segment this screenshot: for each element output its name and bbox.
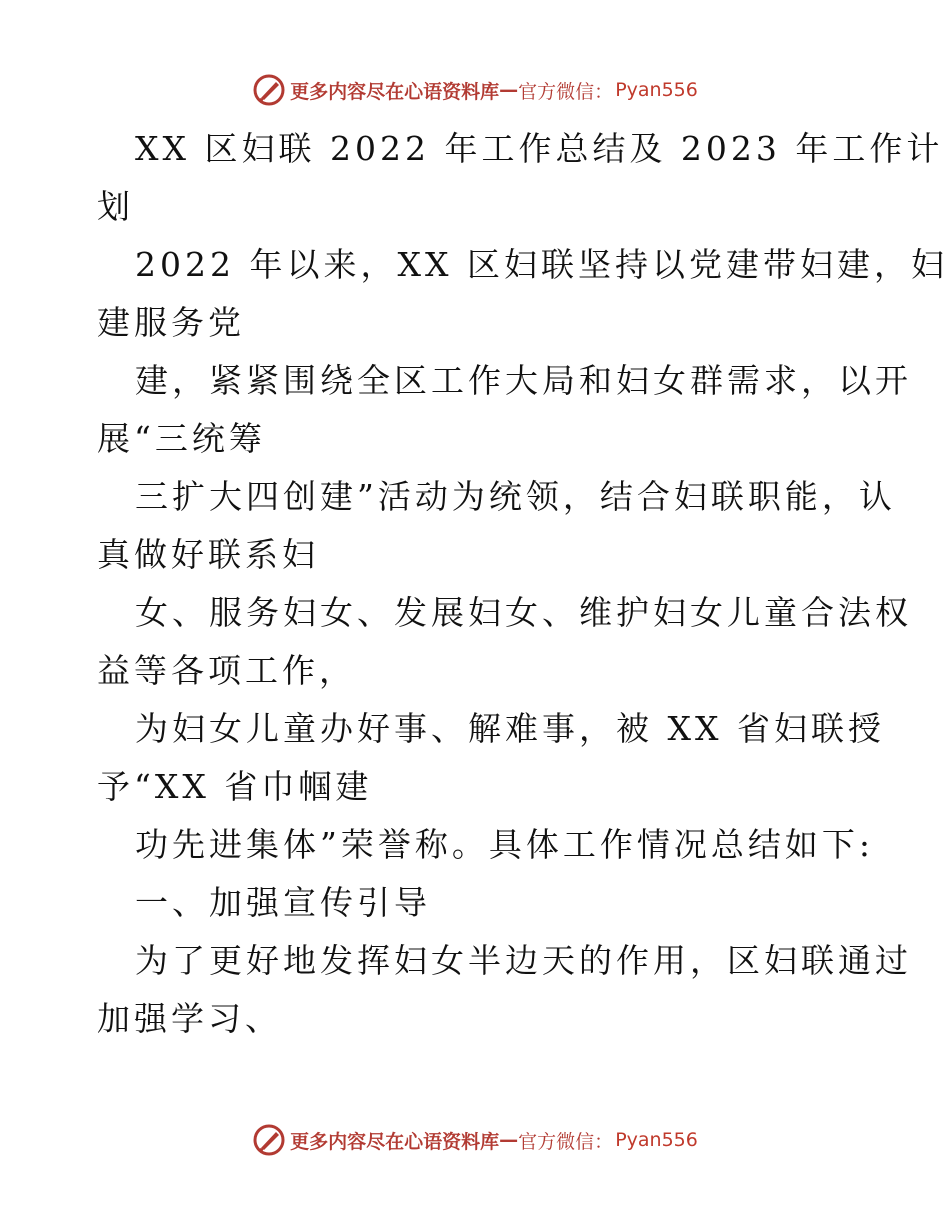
paragraph-line: 真做好联系妇 xyxy=(97,535,319,574)
paragraph-line: 益等各项工作， xyxy=(97,651,356,690)
watermark-separator: — xyxy=(499,1129,519,1151)
paragraph-line: 建服务党 xyxy=(97,303,245,342)
footer-watermark xyxy=(0,1120,950,1160)
paragraph-line: 展“三统筹 xyxy=(97,419,266,458)
header-watermark xyxy=(0,70,950,110)
watermark-label: 官方微信： xyxy=(518,1130,614,1153)
watermark-separator: — xyxy=(499,79,519,101)
watermark-prefix: 更多内容尽在心语资料库 xyxy=(290,80,500,103)
watermark-label: 官方微信： xyxy=(518,80,614,103)
watermark-prefix: 更多内容尽在心语资料库 xyxy=(290,1130,500,1153)
paragraph-line: 加强学习、 xyxy=(97,999,282,1038)
paragraph-line: 三扩大四创建”活动为统领，结合妇联职能，认 xyxy=(135,477,896,516)
watermark-wechat-id: Pyan556 xyxy=(615,79,698,101)
paragraph-line: 予“XX 省巾帼建 xyxy=(97,767,373,806)
quill-logo-icon xyxy=(252,73,286,107)
paragraph-line: 2022 年以来，XX 区妇联坚持以党建带妇建，妇 xyxy=(135,245,948,284)
document-title-line-1: XX 区妇联 2022 年工作总结及 2023 年工作计 xyxy=(135,129,944,168)
quill-logo-icon xyxy=(252,1123,286,1157)
paragraph-line: 功先进集体”荣誉称。具体工作情况总结如下: xyxy=(135,825,874,864)
paragraph-line: 建，紧紧围绕全区工作大局和妇女群需求，以开 xyxy=(135,361,912,400)
section-heading: 一、加强宣传引导 xyxy=(135,883,431,922)
paragraph-line: 女、服务妇女、发展妇女、维护妇女儿童合法权 xyxy=(135,593,912,632)
document-title-line-2: 划 xyxy=(97,187,134,226)
watermark-wechat-id: Pyan556 xyxy=(615,1129,698,1151)
document-body xyxy=(97,120,948,1048)
paragraph-line: 为妇女儿童办好事、解难事，被 XX 省妇联授 xyxy=(135,709,885,748)
paragraph-line: 为了更好地发挥妇女半边天的作用，区妇联通过 xyxy=(135,941,912,980)
